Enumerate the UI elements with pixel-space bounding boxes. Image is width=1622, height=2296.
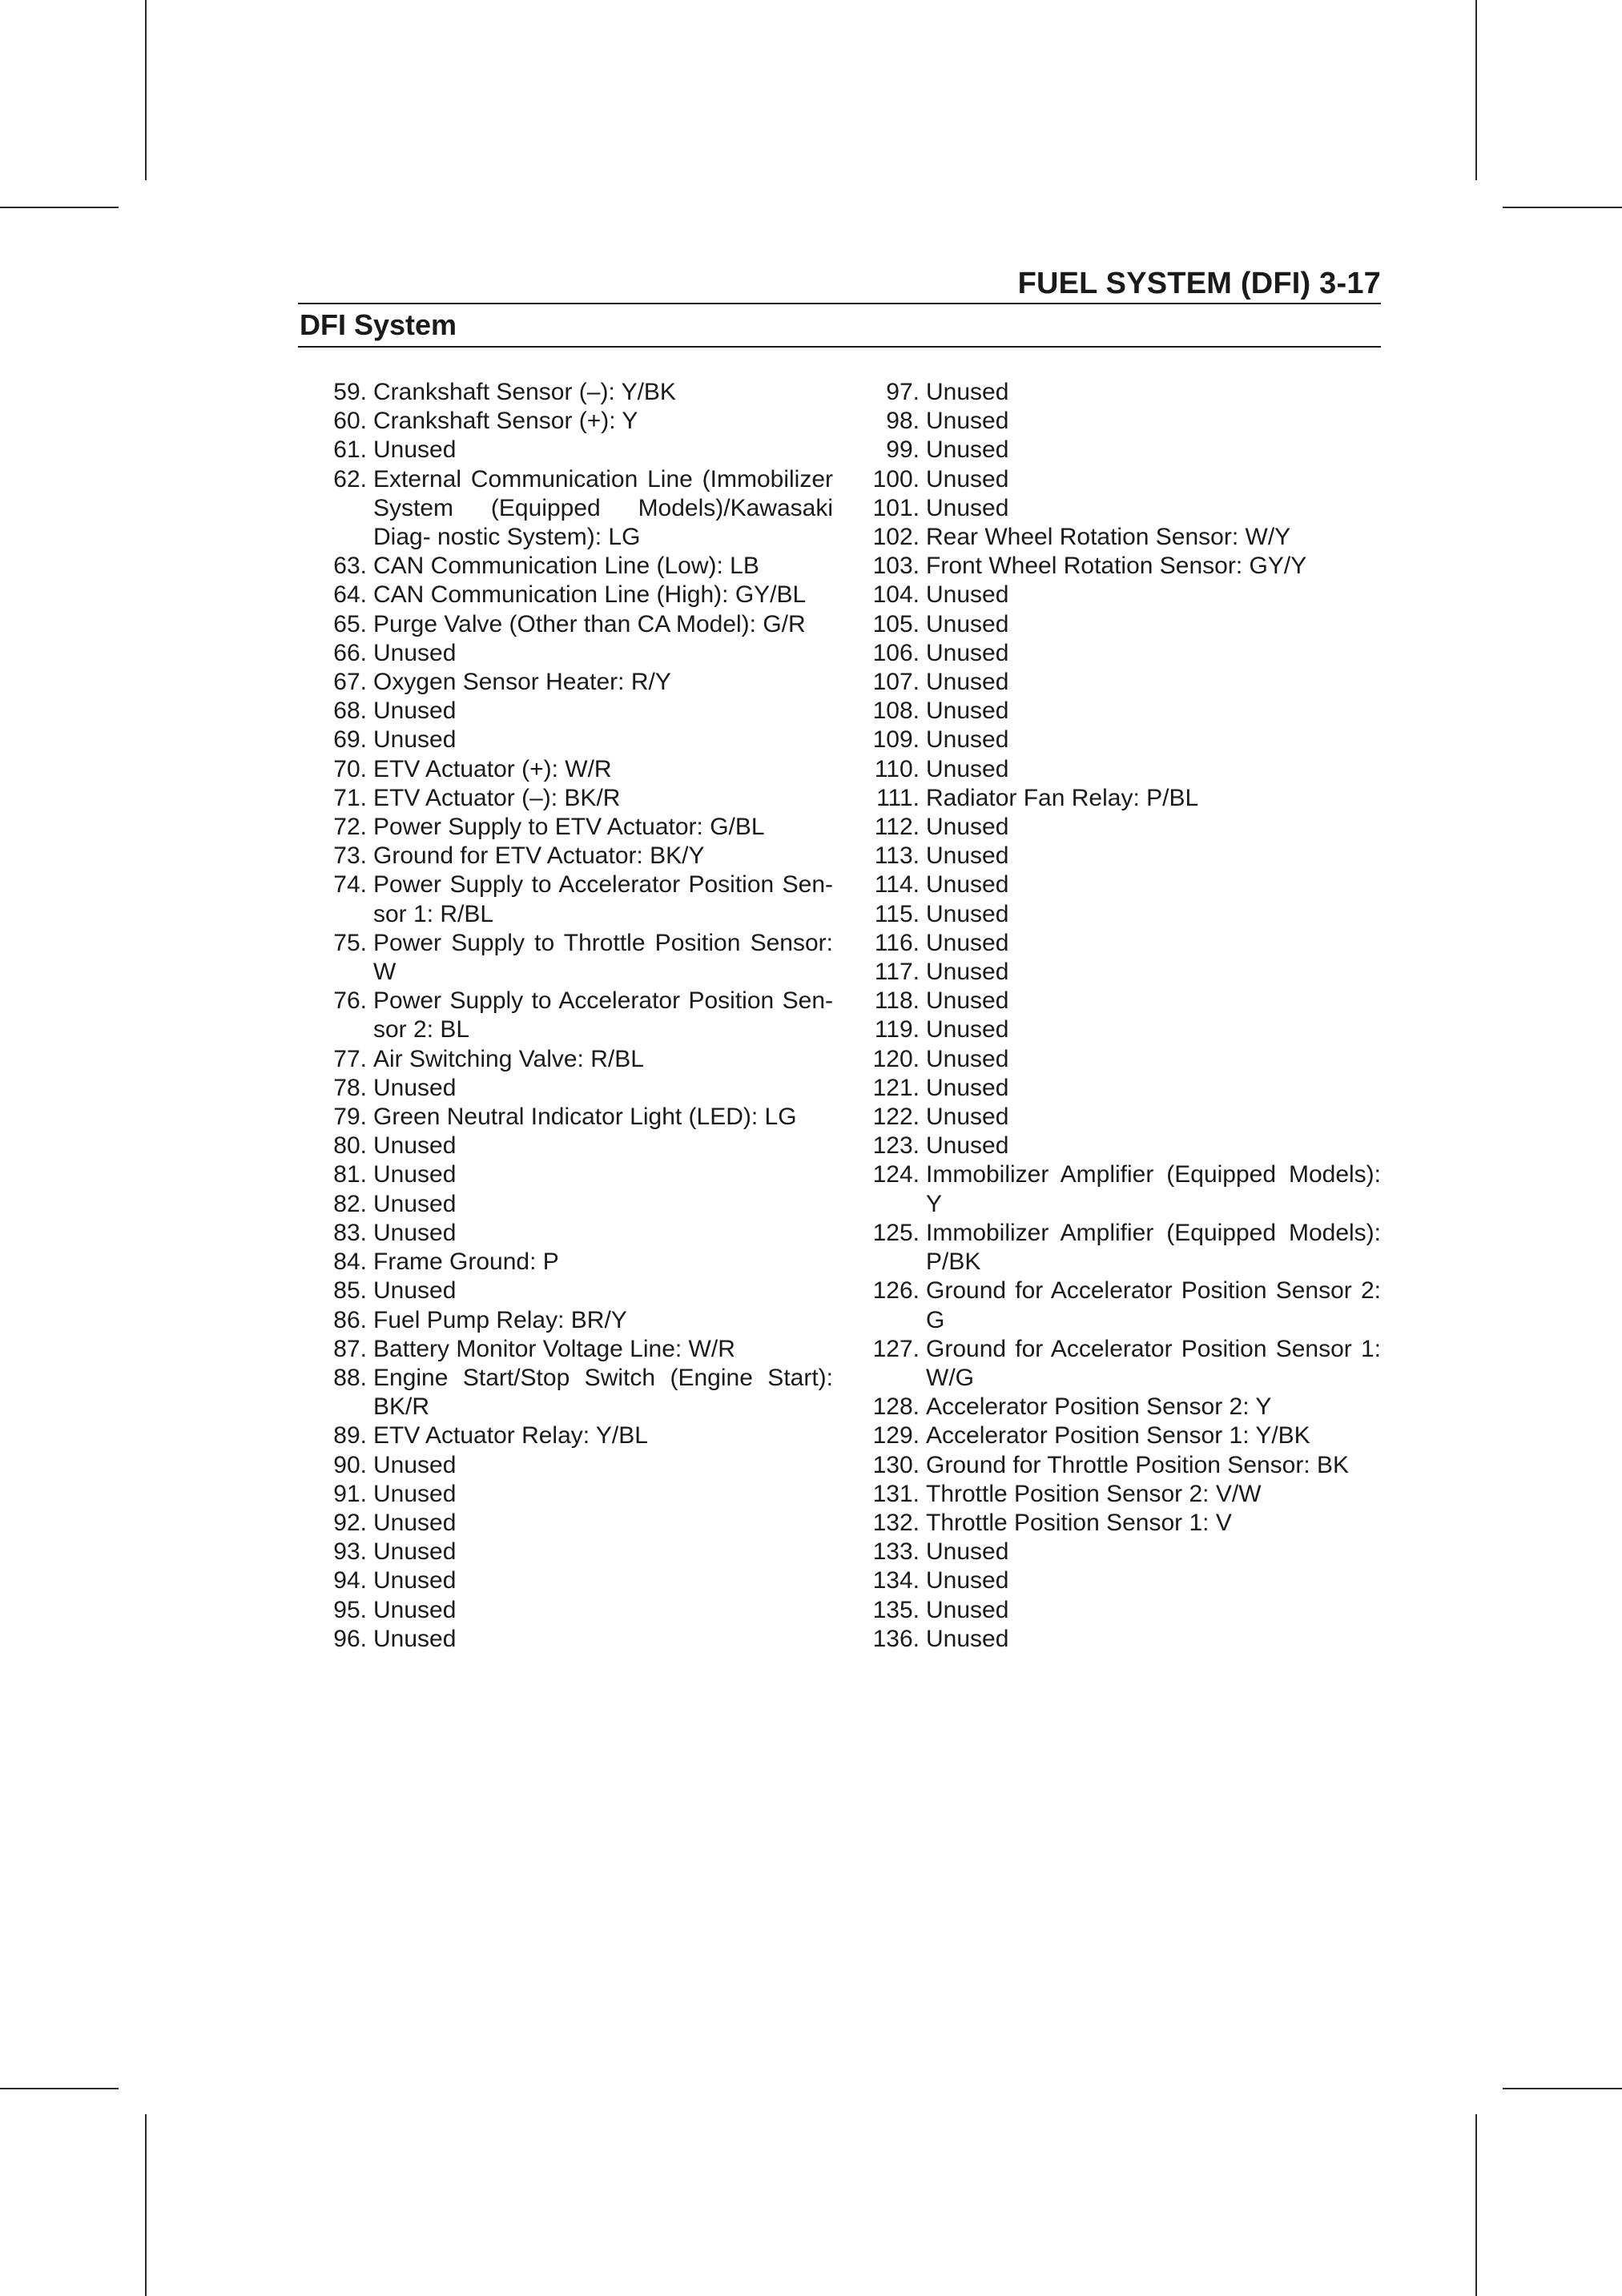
- item-number: 72.: [333, 814, 367, 841]
- crop-mark-bottom-right-horizontal: [1503, 2088, 1622, 2089]
- item-text: Unused: [373, 698, 457, 725]
- list-item: [298, 1625, 833, 1654]
- item-number: 69.: [333, 726, 367, 754]
- item-text: Unused: [373, 1190, 457, 1217]
- item-text: Power Supply to Accelerator Position Sen- sor 1: R/BL: [373, 871, 833, 927]
- item-text: Air Switching Valve: R/BL: [373, 1045, 644, 1072]
- item-text: Unused: [926, 494, 1009, 521]
- item-number: 89.: [333, 1422, 367, 1450]
- item-number: 131.: [872, 1480, 920, 1507]
- item-text: Green Neutral Indicator Light (LED): LG: [373, 1104, 797, 1131]
- list-item: [843, 1132, 1381, 1160]
- list-item: [298, 1596, 833, 1625]
- item-number: 78.: [333, 1074, 367, 1101]
- item-number: 84.: [333, 1249, 367, 1276]
- list-item: [843, 1160, 1381, 1218]
- item-text: Frame Ground: P: [373, 1249, 559, 1276]
- crop-mark-bottom-left-horizontal: [0, 2088, 119, 2089]
- crop-mark-top-left-vertical: [145, 0, 147, 180]
- item-text: Crankshaft Sensor (+): Y: [373, 408, 638, 435]
- item-number: 64.: [333, 581, 367, 609]
- item-text: Ground for Throttle Position Sensor: BK: [926, 1451, 1350, 1478]
- item-text: Unused: [373, 1132, 457, 1160]
- item-number: 114.: [874, 871, 920, 899]
- item-text: Radiator Fan Relay: P/BL: [926, 784, 1199, 811]
- item-text: Battery Monitor Voltage Line: W/R: [373, 1335, 735, 1362]
- item-number: 76.: [333, 987, 367, 1015]
- list-item: [843, 1596, 1381, 1625]
- list-item: [298, 813, 833, 842]
- item-number: 105.: [872, 610, 920, 637]
- item-text: Engine Start/Stop Switch (Engine Start): BK/R: [373, 1364, 833, 1421]
- item-number: 133.: [872, 1538, 920, 1566]
- item-text: Unused: [373, 1161, 457, 1188]
- item-text: Unused: [926, 669, 1009, 696]
- item-text: Unused: [926, 987, 1009, 1015]
- list-item: [843, 465, 1381, 494]
- item-number: 101.: [872, 494, 920, 521]
- item-number: 67.: [333, 669, 367, 696]
- list-item: [298, 1566, 833, 1595]
- item-number: 65.: [333, 610, 367, 637]
- list-item: [298, 726, 833, 754]
- item-text: Crankshaft Sensor (–): Y/BK: [373, 379, 676, 405]
- item-number: 115.: [874, 900, 920, 927]
- list-item: [843, 842, 1381, 871]
- item-text: Accelerator Position Sensor 2: Y: [926, 1393, 1272, 1421]
- item-number: 125.: [872, 1219, 920, 1246]
- item-number: 85.: [333, 1277, 367, 1305]
- list-item: [843, 929, 1381, 958]
- list-item: [843, 1277, 1381, 1334]
- item-text: Unused: [926, 1538, 1009, 1566]
- item-text: Throttle Position Sensor 2: V/W: [926, 1480, 1262, 1507]
- item-text: Unused: [926, 1132, 1009, 1160]
- item-number: 132.: [872, 1509, 920, 1536]
- item-text: ETV Actuator (–): BK/R: [373, 784, 621, 811]
- list-item: [843, 1538, 1381, 1566]
- item-number: 96.: [333, 1625, 367, 1652]
- item-text: Immobilizer Amplifier (Equipped Models): Y: [926, 1161, 1381, 1217]
- item-number: 108.: [872, 698, 920, 725]
- item-number: 99.: [886, 436, 920, 464]
- item-number: 117.: [874, 959, 920, 986]
- item-number: 61.: [333, 436, 367, 464]
- item-number: 93.: [333, 1538, 367, 1566]
- list-item: [298, 1306, 833, 1335]
- item-text: Unused: [926, 959, 1009, 986]
- item-number: 109.: [872, 726, 920, 754]
- item-number: 97.: [886, 379, 920, 405]
- list-item: [843, 1393, 1381, 1421]
- header-rule-bottom: [298, 346, 1381, 348]
- item-text: Power Supply to Accelerator Position Sen- sor 2: BL: [373, 987, 833, 1043]
- item-text: Purge Valve (Other than CA Model): G/R: [373, 610, 806, 637]
- item-text: Unused: [926, 1104, 1009, 1131]
- list-item: [298, 1480, 833, 1509]
- list-item: [298, 1160, 833, 1189]
- item-text: Unused: [926, 639, 1009, 666]
- item-number: 77.: [333, 1045, 367, 1072]
- list-item: [298, 755, 833, 784]
- item-number: 86.: [333, 1306, 367, 1333]
- item-text: External Communication Line (Immobilizer System (Equipped Models)/Kawasaki Diag- nostic System): LG: [373, 465, 833, 551]
- list-item: [298, 1219, 833, 1248]
- item-number: 120.: [872, 1045, 920, 1072]
- item-number: 98.: [886, 408, 920, 435]
- item-text: Unused: [926, 726, 1009, 754]
- item-text: Unused: [373, 1567, 457, 1594]
- list-item: [843, 1566, 1381, 1595]
- crop-mark-top-left-horizontal: [0, 207, 119, 208]
- item-number: 68.: [333, 698, 367, 725]
- item-text: Unused: [926, 1567, 1009, 1594]
- list-item: [843, 697, 1381, 726]
- item-text: Unused: [373, 1538, 457, 1566]
- item-text: Unused: [926, 842, 1009, 870]
- list-item: [843, 1509, 1381, 1538]
- item-text: Unused: [926, 1625, 1009, 1652]
- item-number: 71.: [333, 784, 367, 811]
- crop-mark-bottom-right-vertical: [1475, 2114, 1477, 2296]
- item-text: Unused: [926, 610, 1009, 637]
- list-item: [298, 1335, 833, 1364]
- list-item: [298, 1045, 833, 1074]
- list-item: [298, 1421, 833, 1450]
- list-item: [298, 407, 833, 436]
- item-number: 113.: [874, 842, 920, 870]
- item-number: 63.: [333, 553, 367, 580]
- item-number: 123.: [872, 1132, 920, 1160]
- item-text: Unused: [926, 581, 1009, 609]
- item-text: ETV Actuator Relay: Y/BL: [373, 1422, 648, 1450]
- item-text: Ground for ETV Actuator: BK/Y: [373, 842, 705, 870]
- item-text: Unused: [373, 1277, 457, 1305]
- item-text: Rear Wheel Rotation Sensor: W/Y: [926, 524, 1291, 551]
- item-number: 136.: [872, 1625, 920, 1652]
- item-number: 104.: [872, 581, 920, 609]
- item-text: Ground for Accelerator Position Sensor 1: W/G: [926, 1335, 1381, 1391]
- item-text: Unused: [926, 465, 1009, 493]
- item-text: Unused: [373, 1451, 457, 1478]
- item-number: 62.: [333, 465, 367, 493]
- crop-mark-top-right-vertical: [1475, 0, 1477, 180]
- item-number: 80.: [333, 1132, 367, 1160]
- chapter-title: FUEL SYSTEM (DFI) 3-17: [1017, 267, 1381, 300]
- list-item: [298, 1132, 833, 1160]
- crop-mark-bottom-left-vertical: [145, 2114, 147, 2296]
- list-item: [298, 697, 833, 726]
- list-item: [843, 784, 1381, 813]
- list-item: [843, 1015, 1381, 1044]
- item-number: 92.: [333, 1509, 367, 1536]
- list-item: [843, 1625, 1381, 1654]
- list-item: [298, 784, 833, 813]
- item-number: 130.: [872, 1451, 920, 1478]
- list-item: [843, 1451, 1381, 1480]
- right-column: [843, 378, 1381, 1654]
- list-item: [298, 929, 833, 987]
- list-item: [843, 987, 1381, 1015]
- item-number: 70.: [333, 755, 367, 782]
- item-number: 83.: [333, 1219, 367, 1246]
- item-number: 116.: [874, 929, 920, 956]
- list-item: [843, 1045, 1381, 1074]
- item-number: 124.: [872, 1161, 920, 1188]
- item-number: 107.: [872, 669, 920, 696]
- item-text: Unused: [373, 639, 457, 666]
- list-item: [298, 581, 833, 609]
- list-item: [298, 1277, 833, 1305]
- list-item: [843, 1219, 1381, 1277]
- list-item: [298, 552, 833, 581]
- list-item: [298, 987, 833, 1044]
- item-text: Unused: [373, 1219, 457, 1246]
- item-text: Unused: [926, 929, 1009, 956]
- list-item: [843, 407, 1381, 436]
- item-text: Unused: [926, 1045, 1009, 1072]
- item-text: Unused: [926, 900, 1009, 927]
- item-text: Unused: [926, 755, 1009, 782]
- item-number: 94.: [333, 1567, 367, 1594]
- list-item: [298, 436, 833, 464]
- item-number: 128.: [872, 1393, 920, 1421]
- item-number: 126.: [872, 1277, 920, 1305]
- item-text: Unused: [373, 1480, 457, 1507]
- list-item: [843, 639, 1381, 668]
- item-text: Unused: [373, 1074, 457, 1101]
- item-number: 110.: [874, 755, 920, 782]
- item-number: 119.: [874, 1016, 920, 1043]
- list-item: [298, 1074, 833, 1103]
- item-number: 82.: [333, 1190, 367, 1217]
- item-number: 134.: [872, 1567, 920, 1594]
- list-item: [298, 1103, 833, 1132]
- list-item: [843, 610, 1381, 639]
- list-item: [843, 1074, 1381, 1103]
- list-item: [298, 1248, 833, 1277]
- item-number: 100.: [872, 465, 920, 493]
- item-text: Unused: [926, 1074, 1009, 1101]
- item-number: 121.: [872, 1074, 920, 1101]
- list-item: [298, 871, 833, 928]
- item-text: Oxygen Sensor Heater: R/Y: [373, 669, 671, 696]
- item-number: 103.: [872, 553, 920, 580]
- item-text: Unused: [926, 698, 1009, 725]
- list-item: [298, 378, 833, 407]
- list-item: [843, 668, 1381, 697]
- crop-mark-top-right-horizontal: [1503, 207, 1622, 208]
- item-number: 102.: [872, 524, 920, 551]
- item-number: 111.: [876, 784, 920, 811]
- item-text: Throttle Position Sensor 1: V: [926, 1509, 1232, 1536]
- list-item: [843, 871, 1381, 899]
- page-header: [298, 264, 1381, 348]
- list-item: [298, 1509, 833, 1538]
- item-number: 112.: [874, 814, 920, 841]
- item-text: Unused: [926, 871, 1009, 899]
- item-text: Accelerator Position Sensor 1: Y/BK: [926, 1422, 1310, 1450]
- list-item: [843, 1421, 1381, 1450]
- item-text: Unused: [373, 1596, 457, 1623]
- item-text: Unused: [926, 379, 1009, 405]
- list-item: [843, 755, 1381, 784]
- item-text: Unused: [373, 436, 457, 464]
- list-item: [843, 1335, 1381, 1393]
- item-number: 129.: [872, 1422, 920, 1450]
- list-item: [843, 900, 1381, 929]
- list-item: [298, 842, 833, 871]
- item-number: 81.: [333, 1161, 367, 1188]
- item-number: 135.: [872, 1596, 920, 1623]
- item-text: Unused: [373, 1625, 457, 1652]
- list-item: [843, 958, 1381, 987]
- item-text: Unused: [926, 1596, 1009, 1623]
- item-text: Fuel Pump Relay: BR/Y: [373, 1306, 627, 1333]
- item-number: 59.: [333, 379, 367, 405]
- item-number: 95.: [333, 1596, 367, 1623]
- item-text: CAN Communication Line (Low): LB: [373, 553, 759, 580]
- item-number: 73.: [333, 842, 367, 870]
- list-item: [843, 378, 1381, 407]
- list-item: [843, 436, 1381, 464]
- item-number: 106.: [872, 639, 920, 666]
- section-title: DFI System: [300, 308, 457, 341]
- item-number: 88.: [333, 1364, 367, 1391]
- list-item: [843, 813, 1381, 842]
- item-text: CAN Communication Line (High): GY/BL: [373, 581, 807, 609]
- item-number: 122.: [872, 1104, 920, 1131]
- item-text: Power Supply to ETV Actuator: G/BL: [373, 814, 765, 841]
- item-text: Unused: [373, 726, 457, 754]
- item-number: 66.: [333, 639, 367, 666]
- item-number: 118.: [874, 987, 920, 1015]
- item-number: 91.: [333, 1480, 367, 1507]
- item-text: Ground for Accelerator Position Sensor 2: G: [926, 1277, 1381, 1333]
- list-item: [843, 552, 1381, 581]
- item-number: 79.: [333, 1104, 367, 1131]
- list-item: [843, 1103, 1381, 1132]
- item-number: 90.: [333, 1451, 367, 1478]
- item-number: 87.: [333, 1335, 367, 1362]
- list-item: [843, 523, 1381, 552]
- list-item: [843, 726, 1381, 754]
- item-number: 74.: [333, 871, 367, 899]
- list-item: [843, 494, 1381, 523]
- list-item: [298, 668, 833, 697]
- list-item: [298, 610, 833, 639]
- left-column: [298, 378, 833, 1654]
- item-text: Immobilizer Amplifier (Equipped Models): P/BK: [926, 1219, 1381, 1276]
- item-number: 60.: [333, 408, 367, 435]
- list-item: [298, 1538, 833, 1566]
- item-number: 75.: [333, 929, 367, 956]
- item-text: Front Wheel Rotation Sensor: GY/Y: [926, 553, 1307, 580]
- item-text: Unused: [926, 408, 1009, 435]
- list-item: [298, 1364, 833, 1421]
- list-item: [298, 465, 833, 553]
- list-item: [298, 1451, 833, 1480]
- item-text: Unused: [926, 1016, 1009, 1043]
- list-item: [298, 1190, 833, 1219]
- list-item: [843, 1480, 1381, 1509]
- item-text: Unused: [926, 814, 1009, 841]
- item-text: ETV Actuator (+): W/R: [373, 755, 612, 782]
- item-number: 127.: [872, 1335, 920, 1362]
- list-item: [298, 639, 833, 668]
- list-item: [843, 581, 1381, 609]
- item-text: Unused: [926, 436, 1009, 464]
- item-text: Unused: [373, 1509, 457, 1536]
- item-text: Power Supply to Throttle Position Sensor: W: [373, 929, 833, 986]
